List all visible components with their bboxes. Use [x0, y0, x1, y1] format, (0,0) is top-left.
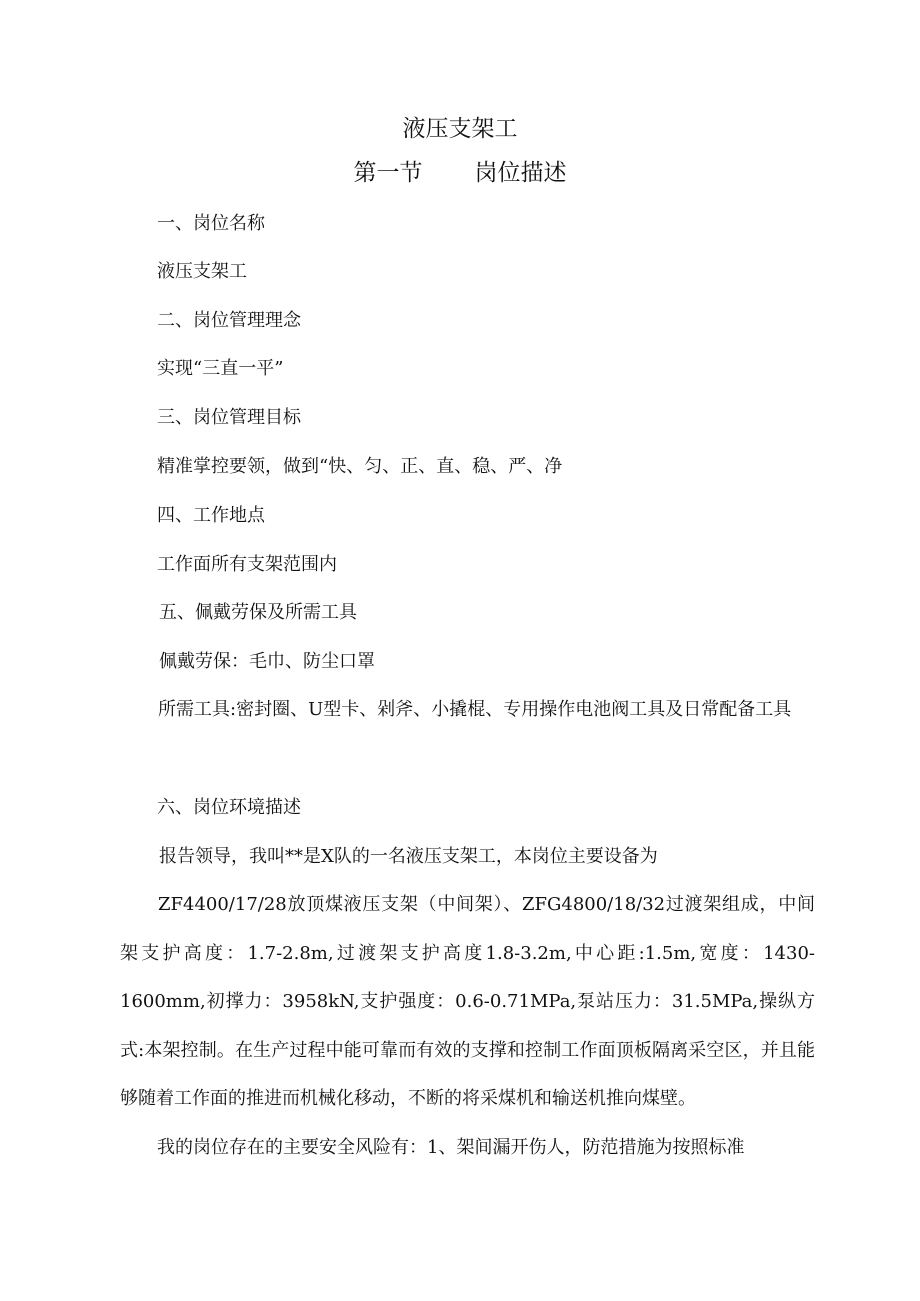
- heading-post-name: 一、岗位名称: [157, 213, 265, 234]
- heading-environment: 六、岗位环境描述: [157, 797, 301, 818]
- equipment-paragraph: ZF4400/17/28放顶煤液压支架（中间架）、ZFG4800/18/32过渡架组成，中间架支护高度：1.7-2.8m,过渡架支护高度1.8-3.2m,中心距:1.5m,宽度：1430-1600mm,初撑力：3958kN,支护强度：0.6-0.71MPa,泵站压力：31.5MPa,操纵方式:本架控制。在生产过程中能可靠而有效的支撑和控制工作面顶板隔离采空区，并且能够随着工作面的推进而机械化移动，不断的将采煤机和输送机推向煤壁。: [120, 894, 815, 1109]
- management-concept-value: 实现“三直一平”: [157, 358, 284, 379]
- section-heading: [0, 158, 920, 188]
- document-title: 液压支架工: [402, 116, 518, 142]
- protective-equipment-value: 佩戴劳保：毛巾、防尘口罩: [159, 651, 375, 672]
- heading-management-concept: 二、岗位管理理念: [157, 310, 301, 331]
- management-goal-value: 精准掌控要领，做到“快、匀、正、直、稳、严、净: [157, 456, 563, 477]
- work-location-value: 工作面所有支架范围内: [157, 554, 337, 575]
- heading-management-goal: 三、岗位管理目标: [157, 407, 301, 428]
- section-number: 第一节: [353, 160, 423, 186]
- report-line: 报告领导，我叫**是X队的一名液压支架工，本岗位主要设备为: [159, 846, 658, 867]
- section-title: 岗位描述: [474, 160, 567, 186]
- heading-work-location: 四、工作地点: [157, 505, 265, 526]
- post-name-value: 液压支架工: [157, 261, 247, 282]
- risk-paragraph: 我的岗位存在的主要安全风险有：1、架间漏开伤人，防范措施为按照标准: [157, 1137, 745, 1158]
- heading-protective-equipment: 五、佩戴劳保及所需工具: [159, 602, 357, 623]
- tools-paragraph: 所需工具:密封圈、U型卡、剁斧、小撬棍、专用操作电池阀工具及日常配备工具: [158, 699, 792, 720]
